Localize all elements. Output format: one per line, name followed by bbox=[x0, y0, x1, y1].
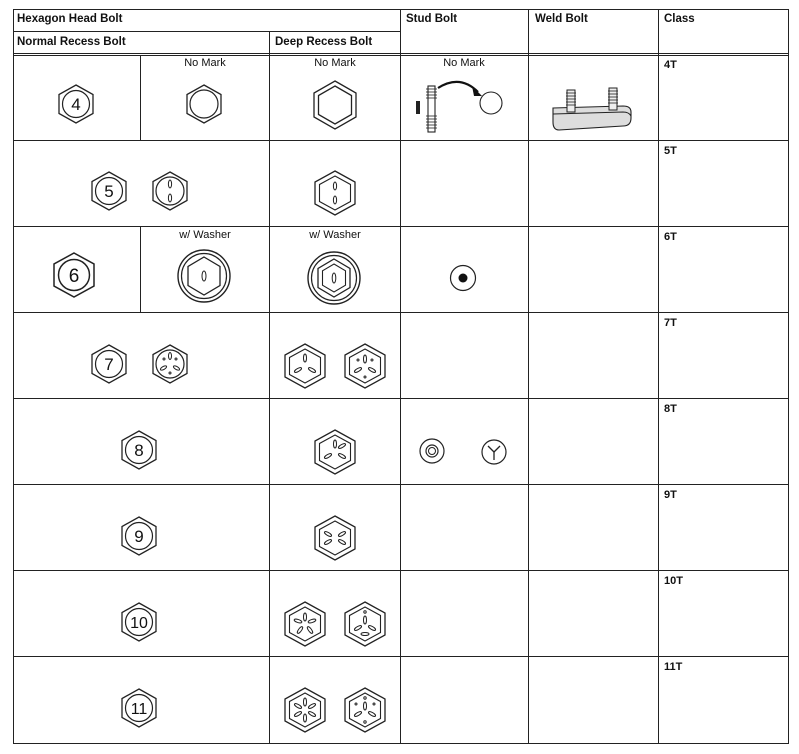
hex-deep-recess-icon bbox=[343, 343, 387, 389]
class-label: 5T bbox=[664, 145, 677, 157]
hex-deep-recess-icon bbox=[283, 687, 327, 733]
label-no-mark-normal: No Mark bbox=[184, 57, 226, 69]
class-label: 7T bbox=[664, 317, 677, 329]
bolt-number: 5 bbox=[104, 182, 114, 201]
class-label: 11T bbox=[664, 661, 683, 673]
hex-bolt-numbered-icon bbox=[120, 602, 158, 642]
header-normal-recess-bolt: Normal Recess Bolt bbox=[17, 36, 126, 48]
hex-bolt-marked-icon bbox=[151, 344, 189, 384]
hex-deep-recess-icon bbox=[283, 601, 327, 647]
hex-bolt-numbered-icon bbox=[120, 688, 158, 728]
header-weld-bolt: Weld Bolt bbox=[535, 13, 588, 25]
bolt-number: 10 bbox=[130, 615, 148, 632]
header-class: Class bbox=[664, 13, 695, 25]
hex-bolt-plain-icon bbox=[185, 84, 223, 124]
header-stud-bolt: Stud Bolt bbox=[406, 13, 458, 25]
hex-bolt-numbered-icon bbox=[120, 516, 158, 556]
label-no-mark-stud: No Mark bbox=[443, 57, 485, 69]
weld-bolt-icon bbox=[547, 86, 635, 136]
bolt-number: 7 bbox=[104, 355, 114, 374]
hex-deep-recess-icon bbox=[343, 601, 387, 647]
bolt-number: 8 bbox=[134, 441, 144, 460]
hex-deep-recess-washer-icon bbox=[306, 250, 362, 306]
stud-bolt-ring-icon bbox=[418, 437, 446, 465]
bolt-number: 11 bbox=[130, 701, 148, 718]
hex-bolt-numbered-icon bbox=[57, 84, 95, 124]
hex-deep-recess-icon bbox=[313, 515, 357, 561]
hex-bolt-numbered-icon bbox=[90, 171, 128, 211]
hex-deep-recess-icon bbox=[283, 343, 327, 389]
hex-deep-recess-icon bbox=[312, 80, 358, 130]
class-label: 10T bbox=[664, 575, 683, 587]
label-washer-normal: w/ Washer bbox=[179, 229, 231, 241]
stud-bolt-y-mark-icon bbox=[480, 438, 508, 466]
header-deep-recess-bolt: Deep Recess Bolt bbox=[275, 36, 373, 48]
stud-bolt-dot-icon bbox=[449, 264, 477, 292]
class-label: 8T bbox=[664, 403, 677, 415]
hex-bolt-numbered-icon bbox=[120, 430, 158, 470]
stud-bolt-icon bbox=[412, 72, 522, 136]
hex-bolt-washer-icon bbox=[176, 248, 232, 304]
label-no-mark-deep: No Mark bbox=[314, 57, 356, 69]
bolt-number: 9 bbox=[134, 527, 144, 546]
hex-bolt-numbered-icon bbox=[52, 252, 96, 298]
label-washer-deep: w/ Washer bbox=[309, 229, 361, 241]
hex-bolt-marked-icon bbox=[151, 171, 189, 211]
hex-deep-recess-icon bbox=[343, 687, 387, 733]
class-label: 9T bbox=[664, 489, 677, 501]
hex-deep-recess-icon bbox=[313, 170, 357, 216]
bolt-number: 4 bbox=[71, 95, 81, 114]
hex-deep-recess-icon bbox=[313, 429, 357, 475]
class-label: 6T bbox=[664, 231, 677, 243]
class-label: 4T bbox=[664, 59, 677, 71]
header-hexagon-head-bolt: Hexagon Head Bolt bbox=[17, 13, 123, 25]
hex-bolt-numbered-icon bbox=[90, 344, 128, 384]
bolt-number: 6 bbox=[68, 266, 80, 287]
